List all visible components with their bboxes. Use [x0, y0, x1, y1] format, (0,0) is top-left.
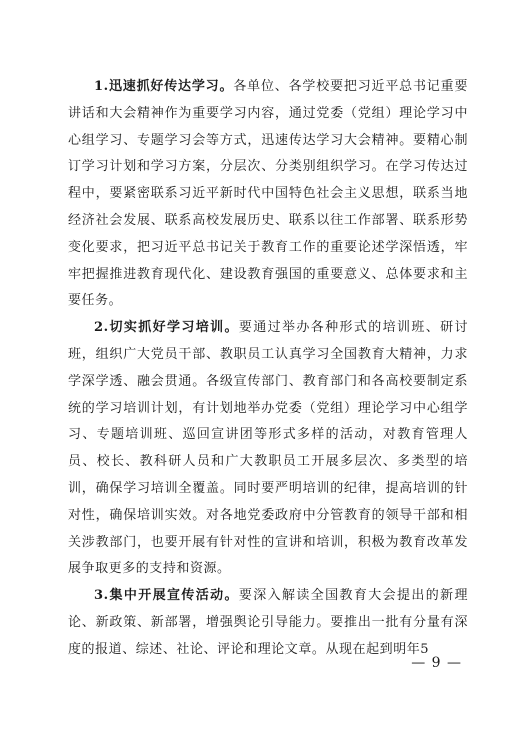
page-number: — 9 —: [411, 655, 462, 671]
paragraph-2-heading: 2.切实抓好学习培训。: [94, 320, 239, 336]
paragraph-1: [68, 74, 468, 315]
paragraph-1-heading: 1.迅速抓好传达学习。: [94, 79, 234, 94]
body-text: [68, 74, 468, 664]
paragraph-3-body: 要深入解读全国教育大会提出的新理论、新政策、新部署，增强舆论引导能力。要推出一批有分量有深度的报道、综述、社论、评论和理论文章。从现在起到明年5: [68, 588, 468, 657]
paragraph-2: [68, 315, 468, 583]
paragraph-2-body: 要通过举办各种形式的培训班、研讨班，组织广大党员干部、教职员工认真学习全国教育大精神，力求学深学透、融会贯通。各级宣传部门、教育部门和各高校要制定系统的学习培训计划，有计划地举办党委（党组）理论学习中心组学习、专题培训班、巡回宣讲团等形式多样的活动，对教育管理人员、校长、教科研人员和广大教职员工开展多层次、多类型的培训，确保学习培训全覆盖。同时要严明培训的纪律，提高培训的针对性，确保培训实效。对各地党委政府中分管教育的领导干部和相关涉教部门，也要开展有针对性的宣讲和培训，积极为教育改革发展争取更多的支持和资源。: [68, 320, 468, 577]
paragraph-3-heading: 3.集中开展宣传活动。: [94, 588, 239, 604]
paragraph-3: [68, 583, 468, 663]
paragraph-1-body: 各单位、各学校要把习近平总书记重要讲话和大会精神作为重要学习内容，通过党委（党组）理论学习中心组学习、专题学习会等方式，迅速传达学习大会精神。要精心制订学习计划和学习方案，分层次、分类别组织学习。在学习传达过程中，要紧密联系习近平新时代中国特色社会主义思想，联系当地经济社会发展、联系高校发展历史、联系以往工作部署、联系形势变化要求，把习近平总书记关于教育工作的重要论述学深悟透，牢牢把握推进教育现代化、建设教育强国的重要意义、总体要求和主要任务。: [68, 79, 468, 309]
